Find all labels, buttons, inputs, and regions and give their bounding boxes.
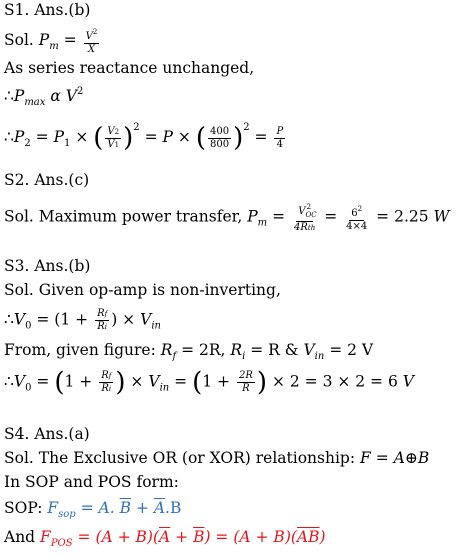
s1-proportional-line: $\therefore P_{max}$ α $V^2$ [4,86,84,108]
s1-reactance-line: As series reactance unchanged, [4,59,255,77]
s1-formula-line: Sol. $P_m$ = $\frac{V^2}{X}$ [4,28,98,55]
s2-formula-line: Sol. Maximum power transfer, $P_m$ = $\frac{V_{OC}^2}{\text{4Rth}}$ = $\frac{6^2}{4\times 4}$ = 2.25 W [4,203,450,233]
s4-pos-line: And $F_{POS} = (A + B)(\overline{A} + \overline{B}) = (A + B)(\overline{AB})$ [4,528,326,549]
s3-figure-line: From, given figure: $R_f = 2R$, $R_i = R$ & $V_{in} = 2$ V [4,341,374,362]
s3-result-line: $\therefore V_0 = (1$ + $\frac{Rf}{Ri}$ ) × $V_{in} = (1$ + $\frac{2R}{R}$ ) × 2 = 3 × 2 = 6 V [4,367,414,398]
s1-fraction: $\frac{V^2}{X}$ [85,28,98,55]
s4-sop-line: SOP: $F_{sop} = A$. $\overline{B} + \overline{A}.B$ [4,499,182,520]
s3-heading: S3. Ans.(b) [4,257,91,275]
s3-v0-line: $\therefore V_0 = (1$ + $\frac{Rf}{Ri}$ ) × $V_{in}$ [4,308,161,332]
s4-sop-pos-line: In SOP and POS form: [4,473,179,491]
s1-p2-line: $\therefore P_2 = P_1$ × ( $\frac{V2}{V1}$ )$^2$ = P × ( $\frac{400}{800}$ )$^2$ = $\frac{P}{4}$ [4,122,284,153]
s3-text: Sol. Given op-amp is non-inverting, [4,281,281,299]
s1-heading: S1. Ans.(b) [4,1,91,19]
s4-heading: S4. Ans.(a) [4,425,90,443]
s2-heading: S2. Ans.(c) [4,171,90,189]
s4-xor-line: Sol. The Exclusive OR (or XOR) relationship: F = A⊕B [4,449,430,467]
